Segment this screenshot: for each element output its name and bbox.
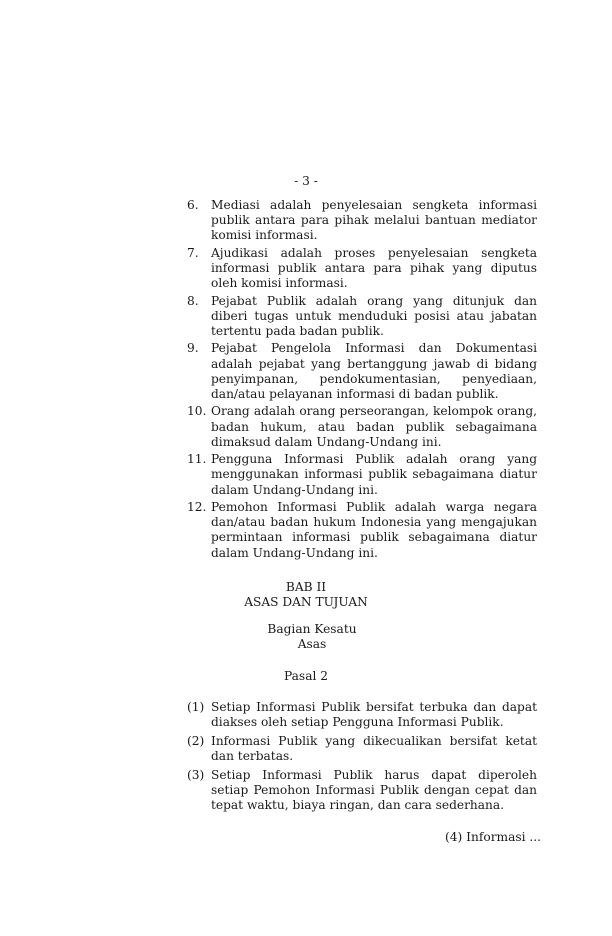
definition-text: Orang adalah orang perseorangan, kelompok orang, badan hukum, atau badan publik sebagaimana dimaksud dalam Undang-Undang ini. [211, 404, 537, 449]
definition-number: 12. [187, 499, 207, 514]
definition-item [187, 341, 537, 402]
definition-item [187, 500, 537, 561]
definition-number: 9. [187, 341, 199, 356]
definition-number: 10. [187, 404, 207, 419]
chapter-title: ASAS DAN TUJUAN [244, 595, 368, 609]
page-number: - 3 - [294, 174, 318, 188]
clause-text: Setiap Informasi Publik harus dapat diperoleh setiap Pemohon Informasi Publik dengan cepat dan tepat waktu, biaya ringan, dan cara sederhana. [211, 767, 537, 813]
definition-text: Pengguna Informasi Publik adalah orang yang menggunakan informasi publik sebagaimana diatur dalam Undang-Undang ini. [211, 452, 537, 497]
clause-text: Setiap Informasi Publik bersifat terbuka dan dapat diakses oleh setiap Pengguna Informasi Publik. [211, 700, 537, 730]
definition-text: Pemohon Informasi Publik adalah warga negara dan/atau badan hukum Indonesia yang mengajukan permintaan informasi publik sebagaimana diatur dalam Undang-Undang ini. [211, 499, 537, 560]
clause-number: (3) [187, 767, 205, 782]
definition-text: Mediasi adalah penyelesaian sengketa informasi publik antara para pihak melalui bantuan mediator komisi informasi. [211, 198, 537, 243]
definition-item [187, 198, 537, 244]
clause-item [187, 768, 537, 814]
article-title: Pasal 2 [284, 669, 328, 683]
chapter-number: BAB II [285, 580, 327, 594]
definitions-list [187, 198, 537, 563]
definition-item [187, 452, 537, 498]
continuation-note: (4) Informasi ... [445, 830, 541, 844]
clauses-list [187, 700, 537, 817]
clause-number: (2) [187, 733, 205, 748]
clause-number: (1) [187, 700, 205, 714]
clause-item [187, 700, 537, 730]
definition-number: 8. [187, 293, 199, 308]
definition-number: 11. [187, 452, 207, 467]
definition-text: Pejabat Publik adalah orang yang ditunjuk dan diberi tugas untuk menduduki posisi atau jabatan tertentu pada badan publik. [211, 293, 537, 338]
definition-number: 6. [187, 198, 199, 212]
definition-text: Pejabat Pengelola Informasi dan Dokumentasi adalah pejabat yang bertanggung jawab di bidang penyimpanan, pendokumentasian, penyediaan, dan/atau pelayanan informasi di badan publik. [211, 341, 537, 401]
definition-item [187, 294, 537, 340]
definition-text: Ajudikasi adalah proses penyelesaian sengketa informasi publik antara para pihak yang diputus oleh komisi informasi. [211, 245, 537, 291]
clause-item [187, 734, 537, 764]
section-number: Bagian Kesatu [267, 622, 357, 636]
definition-item [187, 246, 537, 292]
definition-item [187, 404, 537, 450]
section-title: Asas [297, 637, 327, 651]
clause-text: Informasi Publik yang dikecualikan bersifat ketat dan terbatas. [211, 733, 537, 764]
definition-number: 7. [187, 245, 199, 260]
